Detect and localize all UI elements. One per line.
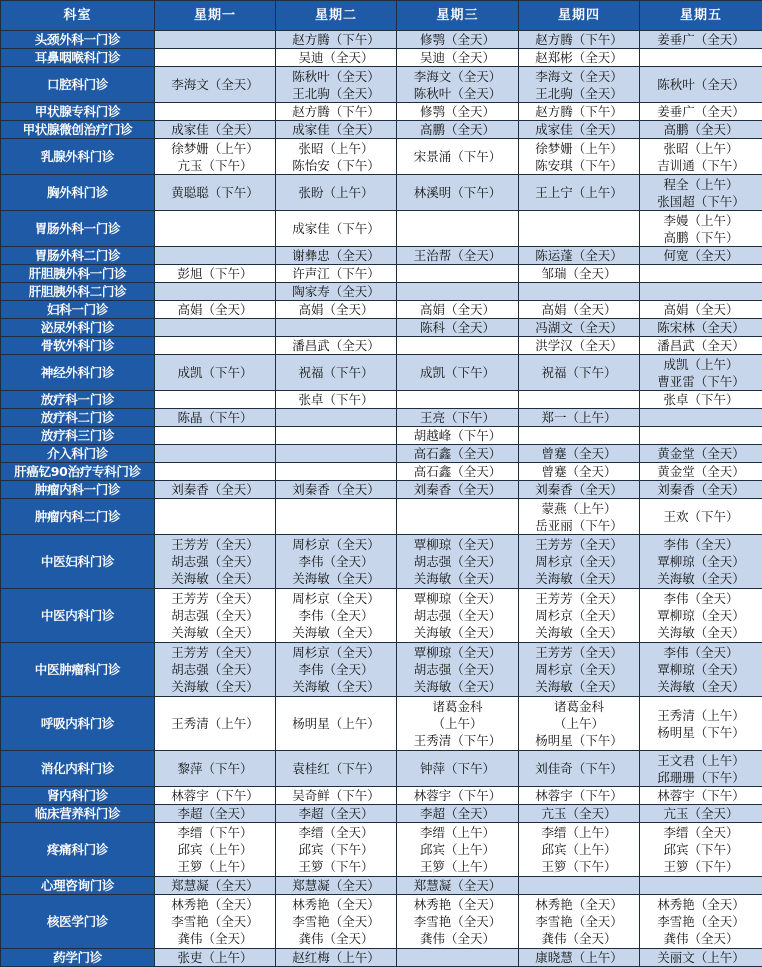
schedule-cell: 郑慧凝（全天） xyxy=(276,877,397,895)
schedule-cell xyxy=(276,463,397,481)
schedule-row xyxy=(1,247,762,265)
schedule-cell: 吴迪（全天） xyxy=(276,49,397,67)
schedule-cell: 张卓（下午） xyxy=(276,391,397,409)
header-monday: 星期一 xyxy=(155,1,276,31)
schedule-cell xyxy=(155,211,276,247)
schedule-row xyxy=(1,427,762,445)
schedule-cell: 郑慧凝（全天） xyxy=(397,877,519,895)
schedule-cell: 康晓慧（上午） xyxy=(519,949,640,967)
department-name: 甲状腺微创治疗门诊 xyxy=(1,121,155,139)
schedule-cell xyxy=(397,949,519,967)
schedule-cell: 高娟（全天） xyxy=(397,301,519,319)
schedule-cell: 成凯（下午） xyxy=(397,355,519,391)
schedule-cell: 诸葛金科 （上午） 王秀清（下午） xyxy=(397,697,519,751)
schedule-cell: 姜垂广（全天） xyxy=(640,103,762,121)
schedule-cell: 彭旭（下午） xyxy=(155,265,276,283)
schedule-cell: 张昭（上午） 吉训通（下午） xyxy=(640,139,762,175)
schedule-cell: 王芳芳（全天） 胡志强（全天） 关海敏（全天） xyxy=(155,643,276,697)
schedule-cell: 潘昌武（全天） xyxy=(276,337,397,355)
schedule-cell: 黄金堂（全天） xyxy=(640,445,762,463)
schedule-cell: 吴奇鲜（下午） xyxy=(276,787,397,805)
schedule-row xyxy=(1,805,762,823)
schedule-cell: 修鹗（全天） xyxy=(397,103,519,121)
schedule-cell xyxy=(640,265,762,283)
schedule-cell: 王文君（上午） 邱珊珊（下午） xyxy=(640,751,762,787)
schedule-cell xyxy=(155,247,276,265)
schedule-cell: 洪学汉（全天） xyxy=(519,337,640,355)
schedule-cell: 成家佳（下午） xyxy=(276,211,397,247)
schedule-cell: 李海文（全天） 王北驹（全天） xyxy=(519,67,640,103)
schedule-cell: 陶家寿（全天） xyxy=(276,283,397,301)
schedule-cell: 高石鑫（全天） xyxy=(397,463,519,481)
department-name: 肾内科门诊 xyxy=(1,787,155,805)
schedule-cell: 李缙（下午） 邱宾（上午） 王箩（上午） xyxy=(155,823,276,877)
schedule-cell: 李缙（上午） 邱宾（上午） 王箩（下午） xyxy=(519,823,640,877)
department-name: 胸外科门诊 xyxy=(1,175,155,211)
schedule-cell xyxy=(397,499,519,535)
schedule-row xyxy=(1,121,762,139)
schedule-cell: 李海文（全天） xyxy=(155,67,276,103)
schedule-body xyxy=(1,31,762,967)
schedule-cell xyxy=(276,409,397,427)
department-name: 中医妇科门诊 xyxy=(1,535,155,589)
schedule-row xyxy=(1,355,762,391)
schedule-cell: 周杉京（全天） 李伟（全天） 关海敏（全天） xyxy=(276,589,397,643)
schedule-cell: 王芳芳（全天） 胡志强（全天） 关海敏（全天） xyxy=(155,589,276,643)
schedule-row xyxy=(1,337,762,355)
schedule-cell: 赵方腾（下午） xyxy=(519,31,640,49)
schedule-row xyxy=(1,31,762,49)
schedule-cell: 高鹏（全天） xyxy=(397,121,519,139)
schedule-cell: 宋景涌（下午） xyxy=(397,139,519,175)
schedule-cell: 袁桂红（下午） xyxy=(276,751,397,787)
schedule-cell: 成家佳（全天） xyxy=(519,121,640,139)
schedule-row xyxy=(1,499,762,535)
schedule-cell: 李伟（全天） 覃柳琼（全天） 关海敏（全天） xyxy=(640,643,762,697)
schedule-cell: 覃柳琼（全天） 胡志强（全天） 关海敏（全天） xyxy=(397,589,519,643)
schedule-cell xyxy=(155,337,276,355)
schedule-row xyxy=(1,445,762,463)
schedule-cell: 高娟（全天） xyxy=(640,301,762,319)
schedule-cell xyxy=(155,49,276,67)
header-friday: 星期五 xyxy=(640,1,762,31)
schedule-cell: 林秀艳（全天） 李雪艳（全天） 龚伟（全天） xyxy=(276,895,397,949)
schedule-cell: 林蓉宇（下午） xyxy=(397,787,519,805)
header-department: 科室 xyxy=(1,1,155,31)
schedule-row xyxy=(1,67,762,103)
schedule-cell xyxy=(640,427,762,445)
schedule-cell: 成家佳（全天） xyxy=(155,121,276,139)
schedule-cell: 赵方腾（下午） xyxy=(276,103,397,121)
schedule-cell xyxy=(519,391,640,409)
schedule-row xyxy=(1,175,762,211)
schedule-cell: 王上宁（上午） xyxy=(519,175,640,211)
schedule-cell: 陈科（全天） xyxy=(397,319,519,337)
schedule-cell: 曾蹇（全天） xyxy=(519,463,640,481)
schedule-row xyxy=(1,283,762,301)
schedule-cell: 钟萍（下午） xyxy=(397,751,519,787)
schedule-row xyxy=(1,895,762,949)
schedule-cell: 徐梦姗（上午） 亢玉（下午） xyxy=(155,139,276,175)
header-wednesday: 星期三 xyxy=(397,1,519,31)
schedule-cell xyxy=(155,463,276,481)
department-name: 肿瘤内科一门诊 xyxy=(1,481,155,499)
schedule-cell: 张吏（上午） xyxy=(155,949,276,967)
department-name: 放疗科一门诊 xyxy=(1,391,155,409)
schedule-cell: 刘秦香（全天） xyxy=(519,481,640,499)
schedule-cell: 李海文（全天） 陈秋叶（全天） xyxy=(397,67,519,103)
department-name: 胃肠外科一门诊 xyxy=(1,211,155,247)
schedule-row xyxy=(1,949,762,967)
schedule-cell: 潘昌武（全天） xyxy=(640,337,762,355)
schedule-cell: 高娟（全天） xyxy=(276,301,397,319)
department-name: 乳腺外科门诊 xyxy=(1,139,155,175)
schedule-row xyxy=(1,481,762,499)
schedule-cell: 林蓉宇（下午） xyxy=(155,787,276,805)
department-name: 药学门诊 xyxy=(1,949,155,967)
schedule-cell: 王芳芳（全天） 周杉京（全天） 关海敏（全天） xyxy=(519,589,640,643)
schedule-cell: 张昭（上午） 陈怡安（下午） xyxy=(276,139,397,175)
schedule-cell: 李缙（全天） 邱宾（下午） 王箩（下午） xyxy=(640,823,762,877)
schedule-cell: 林秀艳（全天） 李雪艳（全天） 龚伟（全天） xyxy=(397,895,519,949)
schedule-cell: 邹瑞（全天） xyxy=(519,265,640,283)
schedule-cell xyxy=(640,49,762,67)
header-thursday: 星期四 xyxy=(519,1,640,31)
schedule-cell: 覃柳琼（全天） 胡志强（全天） 关海敏（全天） xyxy=(397,643,519,697)
schedule-cell xyxy=(155,445,276,463)
schedule-cell xyxy=(276,427,397,445)
department-name: 放疗科二门诊 xyxy=(1,409,155,427)
schedule-cell: 赵方腾（下午） xyxy=(276,31,397,49)
schedule-cell: 李缙（上午） 邱宾（上午） 王箩（上午） xyxy=(397,823,519,877)
schedule-row xyxy=(1,787,762,805)
schedule-cell: 成凯（下午） xyxy=(155,355,276,391)
schedule-cell: 王秀清（上午） 杨明星（下午） xyxy=(640,697,762,751)
schedule-cell: 李超（全天） xyxy=(397,805,519,823)
schedule-cell: 李缙（全天） 邱宾（下午） 王箩（下午） xyxy=(276,823,397,877)
schedule-row xyxy=(1,409,762,427)
schedule-row xyxy=(1,139,762,175)
department-name: 中医内科门诊 xyxy=(1,589,155,643)
schedule-row xyxy=(1,751,762,787)
schedule-cell: 林秀艳（全天） 李雪艳（全天） 龚伟（全天） xyxy=(640,895,762,949)
schedule-cell xyxy=(155,427,276,445)
schedule-cell: 赵郑彬（全天） xyxy=(519,49,640,67)
schedule-cell xyxy=(397,265,519,283)
schedule-cell: 林秀艳（全天） 李雪艳（全天） 龚伟（全天） xyxy=(155,895,276,949)
schedule-cell: 关丽文（上午） xyxy=(640,949,762,967)
schedule-cell: 祝福（下午） xyxy=(276,355,397,391)
schedule-row xyxy=(1,463,762,481)
schedule-cell: 陈秋叶（全天） xyxy=(640,67,762,103)
schedule-cell: 程全（上午） 张国超（下午） xyxy=(640,175,762,211)
schedule-cell: 高娟（全天） xyxy=(155,301,276,319)
schedule-row xyxy=(1,535,762,589)
schedule-row xyxy=(1,697,762,751)
schedule-row xyxy=(1,877,762,895)
schedule-cell xyxy=(519,211,640,247)
schedule-cell: 周杉京（全天） 李伟（全天） 关海敏（全天） xyxy=(276,643,397,697)
schedule-row xyxy=(1,391,762,409)
schedule-cell: 刘秦香（全天） xyxy=(640,481,762,499)
schedule-cell: 李伟（全天） 覃柳琼（全天） 关海敏（全天） xyxy=(640,535,762,589)
schedule-cell xyxy=(640,283,762,301)
schedule-cell xyxy=(155,103,276,121)
schedule-cell: 祝福（下午） xyxy=(519,355,640,391)
schedule-cell: 赵方腾（下午） xyxy=(519,103,640,121)
department-name: 妇科一门诊 xyxy=(1,301,155,319)
schedule-cell: 李伟（全天） 覃柳琼（全天） 关海敏（全天） xyxy=(640,589,762,643)
department-name: 胃肠外科二门诊 xyxy=(1,247,155,265)
department-name: 泌尿外科门诊 xyxy=(1,319,155,337)
schedule-row xyxy=(1,301,762,319)
schedule-cell: 高石鑫（全天） xyxy=(397,445,519,463)
schedule-cell: 陈秋叶（全天） 王北驹（全天） xyxy=(276,67,397,103)
department-name: 口腔科门诊 xyxy=(1,67,155,103)
department-name: 临床营养科门诊 xyxy=(1,805,155,823)
department-name: 甲状腺专科门诊 xyxy=(1,103,155,121)
schedule-cell: 亢玉（全天） xyxy=(519,805,640,823)
schedule-cell: 何宽（全天） xyxy=(640,247,762,265)
schedule-cell: 刘秦香（全天） xyxy=(155,481,276,499)
schedule-row xyxy=(1,823,762,877)
schedule-cell: 王亮（下午） xyxy=(397,409,519,427)
department-name: 核医学门诊 xyxy=(1,895,155,949)
department-name: 肿瘤内科二门诊 xyxy=(1,499,155,535)
schedule-row xyxy=(1,49,762,67)
schedule-cell: 林溪明（下午） xyxy=(397,175,519,211)
header-row xyxy=(1,1,762,31)
schedule-cell xyxy=(155,283,276,301)
schedule-cell: 覃柳琼（全天） 胡志强（全天） 关海敏（全天） xyxy=(397,535,519,589)
schedule-cell: 张卓（下午） xyxy=(640,391,762,409)
schedule-cell: 吴迪（全天） xyxy=(397,49,519,67)
schedule-cell: 郑慧凝（全天） xyxy=(155,877,276,895)
schedule-cell: 郑一（上午） xyxy=(519,409,640,427)
schedule-cell: 王芳芳（全天） 周杉京（全天） 关海敏（全天） xyxy=(519,535,640,589)
schedule-cell xyxy=(397,391,519,409)
schedule-cell: 陈宋林（全天） xyxy=(640,319,762,337)
schedule-cell: 刘佳奇（下午） xyxy=(519,751,640,787)
schedule-cell: 修鹗（全天） xyxy=(397,31,519,49)
schedule-cell xyxy=(155,391,276,409)
schedule-cell xyxy=(519,427,640,445)
schedule-cell xyxy=(397,211,519,247)
department-name: 耳鼻咽喉科门诊 xyxy=(1,49,155,67)
schedule-cell: 高鹏（全天） xyxy=(640,121,762,139)
schedule-row xyxy=(1,211,762,247)
schedule-cell: 胡越峰（下午） xyxy=(397,427,519,445)
schedule-cell xyxy=(276,445,397,463)
department-name: 呼吸内科门诊 xyxy=(1,697,155,751)
schedule-cell: 徐梦姗（上午） 陈安琪（下午） xyxy=(519,139,640,175)
schedule-cell: 张盼（上午） xyxy=(276,175,397,211)
schedule-cell: 曾蹇（全天） xyxy=(519,445,640,463)
schedule-cell: 刘秦香（全天） xyxy=(276,481,397,499)
schedule-cell xyxy=(155,499,276,535)
schedule-cell: 陈运蓬（全天） xyxy=(519,247,640,265)
department-name: 心理咨询门诊 xyxy=(1,877,155,895)
schedule-cell: 成家佳（全天） xyxy=(276,121,397,139)
schedule-cell: 周杉京（全天） 李伟（全天） 关海敏（全天） xyxy=(276,535,397,589)
schedule-cell: 李嫚（上午） 高鹏（下午） xyxy=(640,211,762,247)
schedule-cell: 王芳芳（全天） 胡志强（全天） 关海敏（全天） xyxy=(155,535,276,589)
schedule-cell: 谢彝忠（全天） xyxy=(276,247,397,265)
schedule-row xyxy=(1,103,762,121)
schedule-cell: 诸葛金科 （上午） 杨明星（下午） xyxy=(519,697,640,751)
schedule-row xyxy=(1,265,762,283)
department-name: 中医肿瘤科门诊 xyxy=(1,643,155,697)
schedule-cell: 陈晶（下午） xyxy=(155,409,276,427)
schedule-cell: 蒙燕（上午） 岳亚丽（下午） xyxy=(519,499,640,535)
schedule-cell xyxy=(155,319,276,337)
schedule-cell: 黎萍（下午） xyxy=(155,751,276,787)
schedule-cell xyxy=(519,877,640,895)
schedule-cell: 冯湖文（全天） xyxy=(519,319,640,337)
schedule-cell: 王秀清（上午） xyxy=(155,697,276,751)
department-name: 疼痛科门诊 xyxy=(1,823,155,877)
department-name: 肝胆胰外科一门诊 xyxy=(1,265,155,283)
schedule-cell xyxy=(155,31,276,49)
department-name: 介入科门诊 xyxy=(1,445,155,463)
schedule-cell: 林秀艳（全天） 李雪艳（全天） 龚伟（全天） xyxy=(519,895,640,949)
schedule-cell: 姜垂广（全天） xyxy=(640,31,762,49)
department-name: 肝胆胰外科二门诊 xyxy=(1,283,155,301)
schedule-row xyxy=(1,319,762,337)
schedule-cell: 亢玉（全天） xyxy=(640,805,762,823)
schedule-cell: 高娟（全天） xyxy=(519,301,640,319)
schedule-cell: 赵红梅（上午） xyxy=(276,949,397,967)
schedule-cell: 王芳芳（全天） 周杉京（全天） 关海敏（全天） xyxy=(519,643,640,697)
schedule-row xyxy=(1,643,762,697)
schedule-cell xyxy=(640,409,762,427)
schedule-row xyxy=(1,589,762,643)
schedule-cell: 许声江（下午） xyxy=(276,265,397,283)
department-name: 放疗科三门诊 xyxy=(1,427,155,445)
schedule-cell: 王欢（下午） xyxy=(640,499,762,535)
schedule-cell: 林蓉宇（下午） xyxy=(640,787,762,805)
department-name: 神经外科门诊 xyxy=(1,355,155,391)
schedule-cell: 黄聪聪（下午） xyxy=(155,175,276,211)
schedule-cell xyxy=(519,283,640,301)
schedule-cell: 杨明星（上午） xyxy=(276,697,397,751)
schedule-cell xyxy=(397,337,519,355)
department-name: 肝癌钇90治疗专科门诊 xyxy=(1,463,155,481)
schedule-cell xyxy=(397,283,519,301)
schedule-cell: 林蓉宇（下午） xyxy=(519,787,640,805)
schedule-cell xyxy=(640,877,762,895)
schedule-cell xyxy=(276,319,397,337)
department-name: 头颈外科一门诊 xyxy=(1,31,155,49)
department-name: 消化内科门诊 xyxy=(1,751,155,787)
schedule-cell: 黄金堂（全天） xyxy=(640,463,762,481)
schedule-cell: 李超（全天） xyxy=(276,805,397,823)
schedule-cell: 成凯（上午） 曹亚雷（下午） xyxy=(640,355,762,391)
schedule-cell xyxy=(276,499,397,535)
department-name: 骨软外科门诊 xyxy=(1,337,155,355)
header-tuesday: 星期二 xyxy=(276,1,397,31)
schedule-cell: 王治帮（全天） xyxy=(397,247,519,265)
schedule-cell: 李超（全天） xyxy=(155,805,276,823)
schedule-cell: 刘秦香（全天） xyxy=(397,481,519,499)
